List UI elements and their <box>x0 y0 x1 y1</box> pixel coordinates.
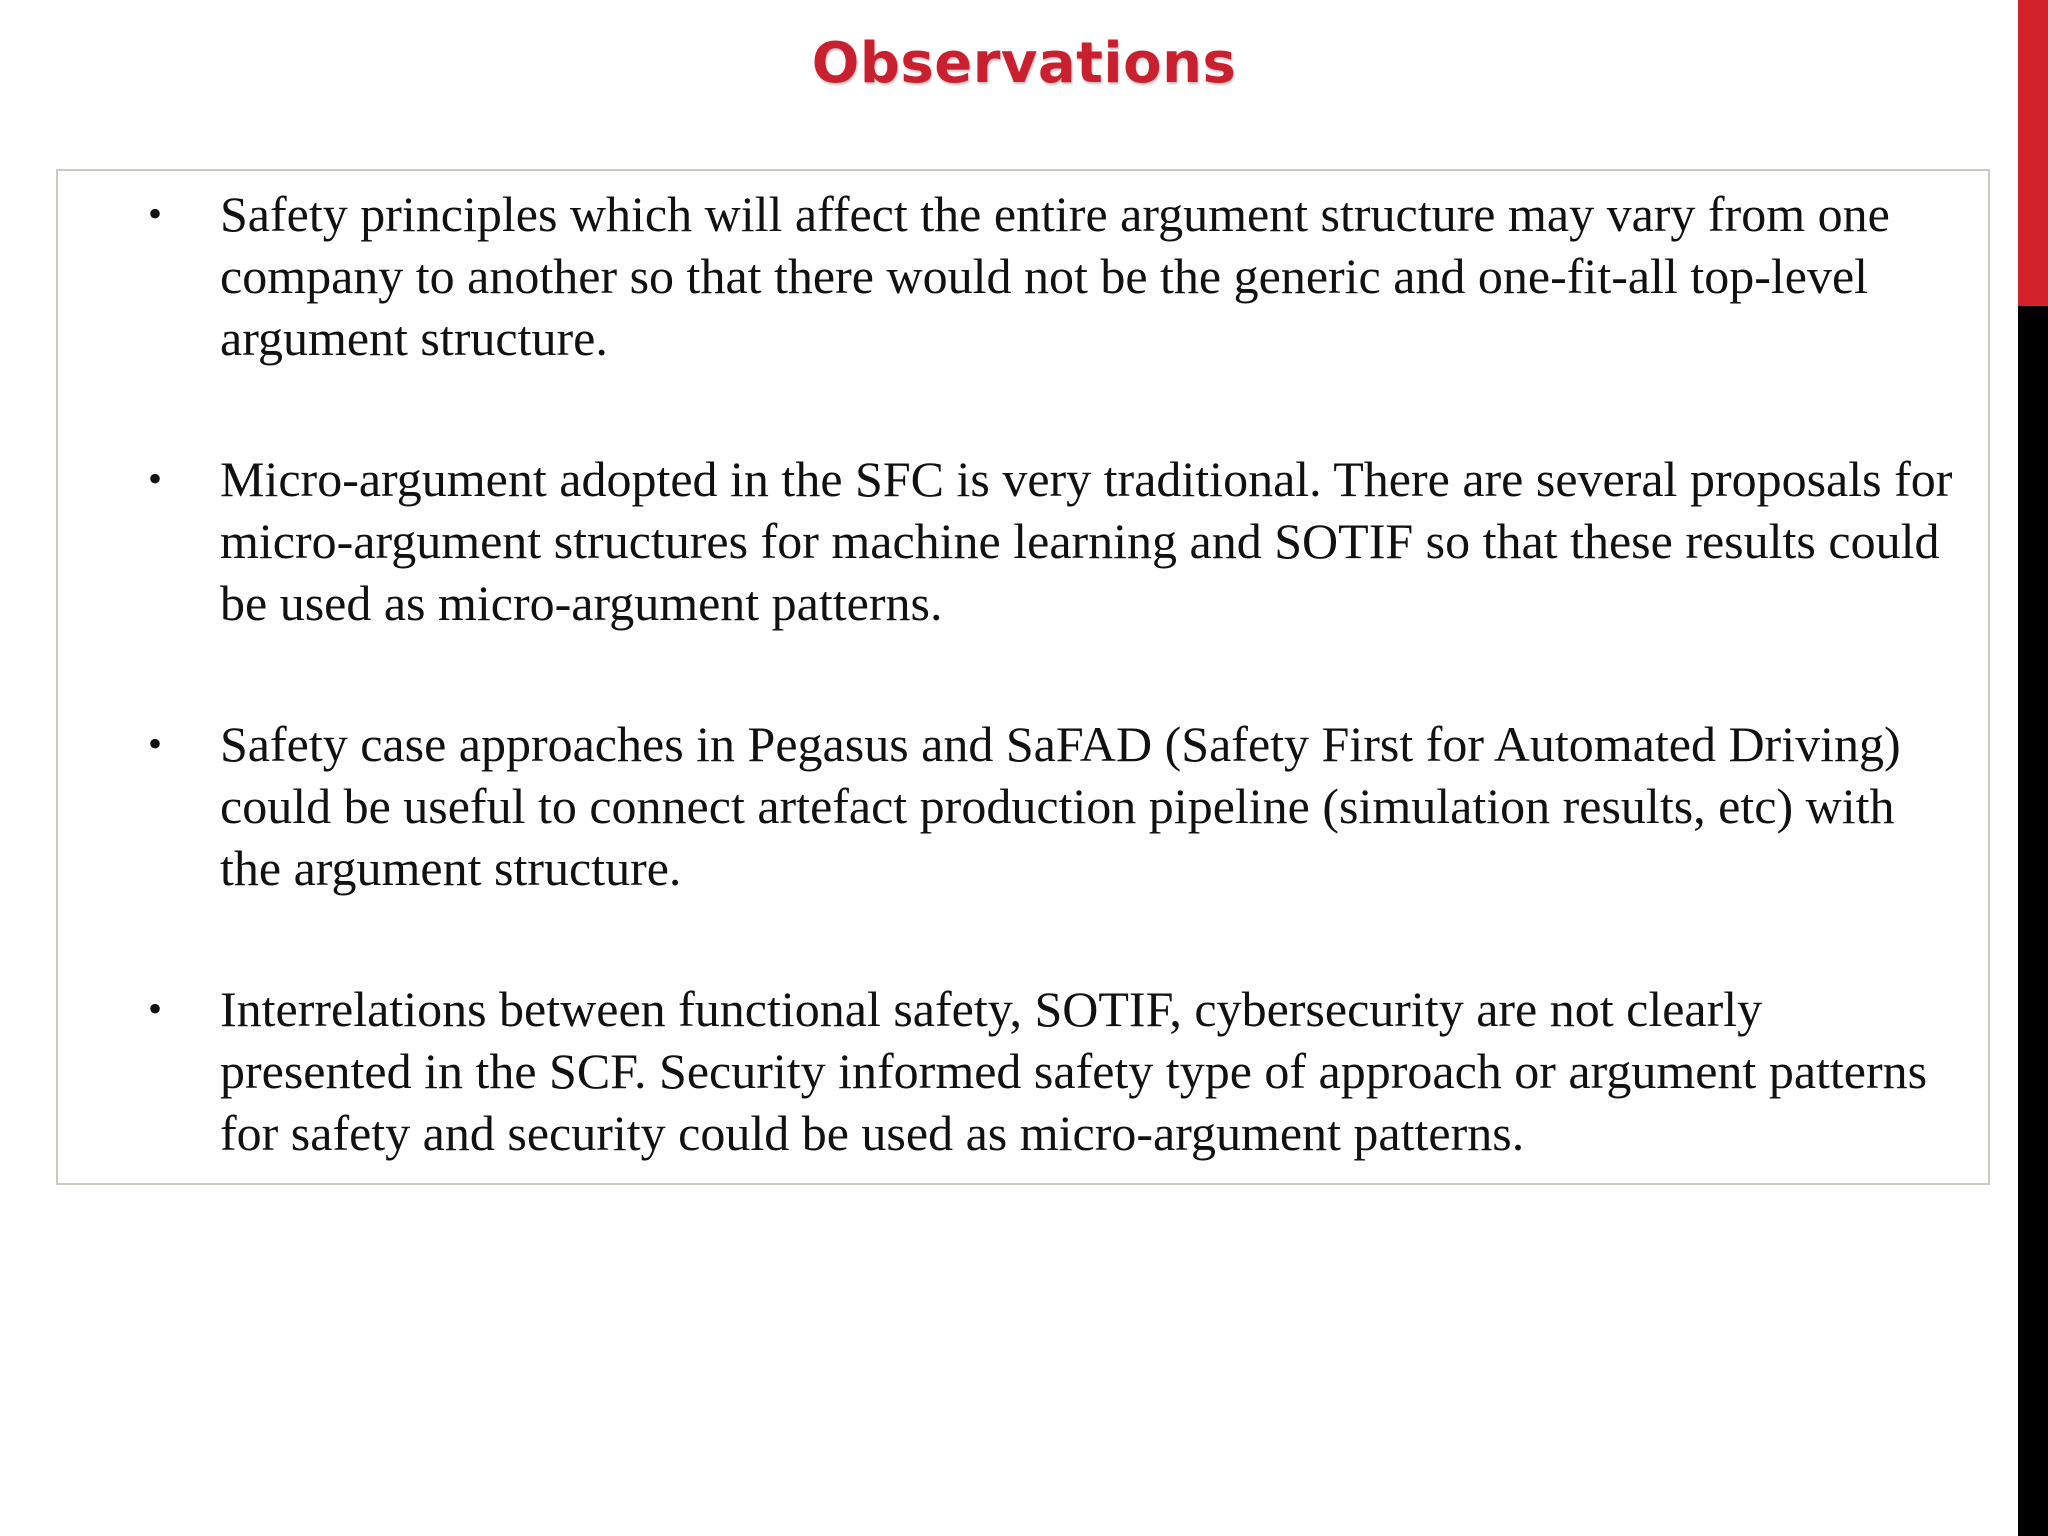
slide-title: Observations <box>811 31 1237 96</box>
bullet-text: Safety case approaches in Pegasus and SaFAD (Safety First for Automated Driving) could be useful to connect artefact production pipeline (simulation results, etc) with the argument structure. <box>220 716 1901 896</box>
bullet-item <box>58 978 1988 1164</box>
bullet-text: Safety principles which will affect the entire argument structure may vary from one company to another so that there would not be the generic and one-fit-all top-level argument structure. <box>220 186 1890 366</box>
bullet-text: Micro-argument adopted in the SFC is very traditional. There are several proposals for micro-argument structures for machine learning and SOTIF so that these results could be used as micro-argument patterns. <box>220 451 1953 631</box>
bullet-item <box>58 183 1988 369</box>
bullet-dot-icon: • <box>148 191 163 236</box>
bullet-item <box>58 713 1988 899</box>
bullet-dot-icon: • <box>148 456 163 501</box>
content-box <box>56 169 1990 1185</box>
accent-bar-black <box>2018 306 2048 1536</box>
bullet-list <box>58 183 1988 1243</box>
bullet-text: Interrelations between functional safety, SOTIF, cybersecurity are not clearly presented in the SCF. Security informed safety type of approach or argument patterns for safety and security could be used as micro-argument patterns. <box>220 981 1928 1161</box>
bullet-dot-icon: • <box>148 721 163 766</box>
bullet-item <box>58 448 1988 634</box>
bullet-dot-icon: • <box>148 986 163 1031</box>
